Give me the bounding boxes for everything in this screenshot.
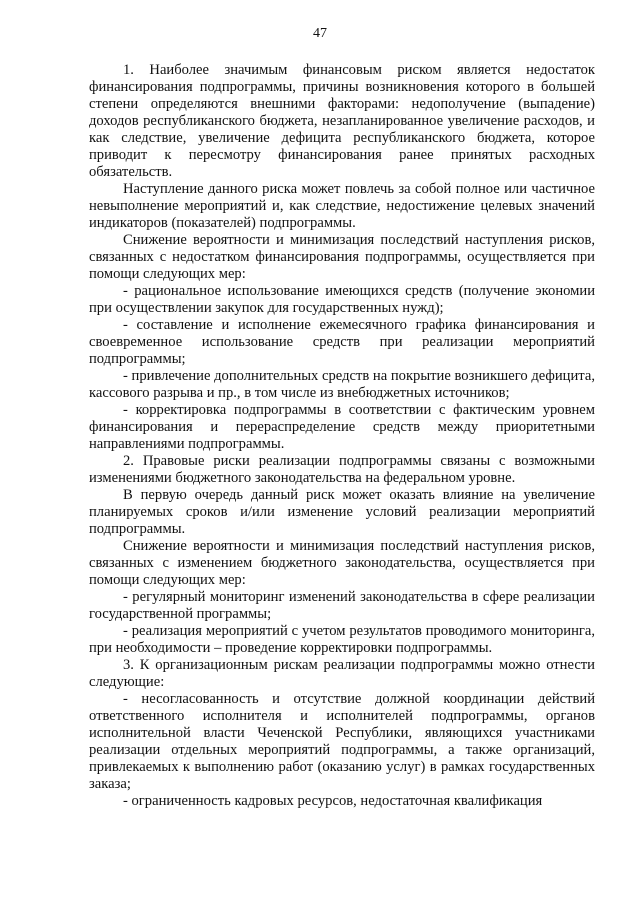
paragraph-risk-consequence: Наступление данного риска может повлечь за собой полное или частичное невыполнение мероприятий и, как следствие, недостижение целевых значений индикаторов (показателей) подпрограммы. [89,181,595,231]
paragraph-financial-mitigation-intro: Снижение вероятности и минимизация последствий наступления рисков, связанных с недостатком финансирования подпрограммы, осуществляется при помощи следующих мер: [89,232,595,282]
paragraph-financial-risk: 1. Наиболее значимым финансовым риском является недостаток финансирования подпрограммы, причины возникновения которого в большей степени определяются внешними факторами: недополучение (выпадение) доходов республиканского бюджета, незапланированное увеличение расходов, и как следствие, увеличение дефицита республиканского бюджета, которое приводит к пересмотру финансирования ранее принятых расходных обязательств. [89,62,595,180]
list-item-rational-use: - рациональное использование имеющихся средств (получение экономии при осуществлении закупок для государственных нужд); [89,283,595,316]
paragraph-legal-risk: 2. Правовые риски реализации подпрограммы связаны с возможными изменениями бюджетного законодательства на федеральном уровне. [89,453,595,486]
paragraph-legal-risk-impact: В первую очередь данный риск может оказать влияние на увеличение планируемых сроков и/или изменение условий реализации мероприятий подпрограммы. [89,487,595,537]
list-item-coordination: - несогласованность и отсутствие должной координации действий ответственного исполнителя и исполнителей подпрограммы, органов исполнительной власти Чеченской Республики, являющихся участниками реализации отдельных мероприятий подпрограммы, а также организаций, привлекаемых к выполнению работ (оказанию услуг) в рамках государственных заказа; [89,691,595,792]
paragraph-legal-mitigation-intro: Снижение вероятности и минимизация последствий наступления рисков, связанных с изменением бюджетного законодательства, осуществляется при помощи следующих мер: [89,538,595,588]
paragraph-organizational-risk: 3. К организационным рискам реализации подпрограммы можно отнести следующие: [89,657,595,690]
page-number: 47 [313,26,327,41]
list-item-monitoring-results: - реализация мероприятий с учетом результатов проводимого мониторинга, при необходимости – проведение корректировки подпрограммы. [89,623,595,656]
list-item-monthly-schedule: - составление и исполнение ежемесячного графика финансирования и своевременное использование средств при реализации мероприятий подпрограммы; [89,317,595,367]
list-item-additional-funds: - привлечение дополнительных средств на покрытие возникшего дефицита, кассового разрыва и пр., в том числе из внебюджетных источников; [89,368,595,401]
list-item-staff-resources: - ограниченность кадровых ресурсов, недостаточная квалификация [123,793,543,809]
list-item-program-adjustment: - корректировка подпрограммы в соответствии с фактическим уровнем финансирования и перераспределение средств между приоритетными направлениями подпрограммы. [89,402,595,452]
document-body [89,62,595,810]
list-item-monitoring: - регулярный мониторинг изменений законодательства в сфере реализации государственной программы; [89,589,595,622]
